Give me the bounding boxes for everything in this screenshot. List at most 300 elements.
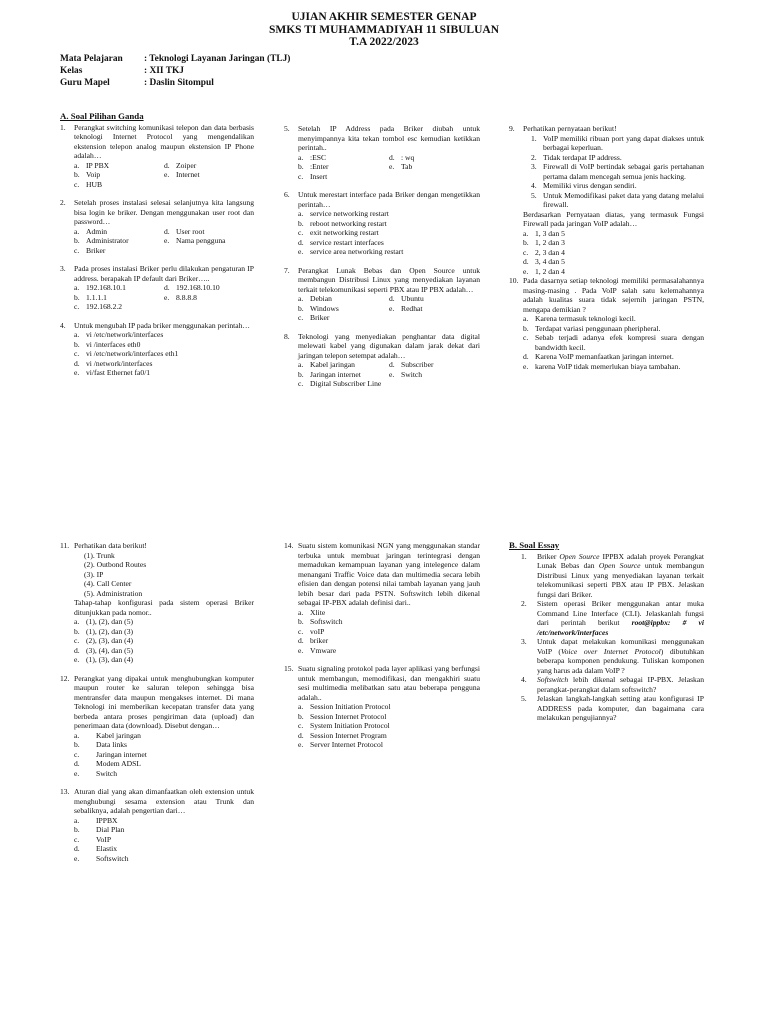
statement-number: 3. bbox=[531, 162, 537, 171]
option-text: Switch bbox=[401, 369, 423, 379]
option-letter: a. bbox=[298, 607, 304, 617]
option-letter: c. bbox=[74, 749, 80, 759]
option-letter: c. bbox=[74, 179, 80, 189]
option-row bbox=[298, 153, 480, 163]
option-text: Softswitch bbox=[96, 853, 129, 863]
answer-option bbox=[298, 209, 480, 219]
answer-option bbox=[298, 721, 480, 731]
option-text: Terdapat variasi penggunaan pheripheral. bbox=[535, 323, 661, 333]
answer-option bbox=[164, 293, 254, 303]
answer-option bbox=[74, 161, 164, 171]
option-letter: c. bbox=[298, 379, 304, 388]
essay-text bbox=[537, 599, 704, 637]
option-text: (2), (3), dan (4) bbox=[86, 636, 134, 645]
option-text: 1, 3 dan 5 bbox=[535, 228, 565, 238]
option-letter: c. bbox=[298, 721, 304, 730]
answer-option bbox=[298, 646, 480, 656]
essay-question bbox=[521, 637, 704, 675]
option-text: Administrator bbox=[86, 236, 129, 245]
essay-text-part: Voice over Internet Protocol bbox=[560, 646, 661, 656]
option-text: Zoiper bbox=[176, 160, 197, 170]
answer-option bbox=[74, 636, 254, 646]
option-row bbox=[298, 172, 480, 182]
header-year: T.A 2022/2023 bbox=[349, 36, 419, 48]
column-1-bottom bbox=[60, 541, 254, 872]
option-text: service restart interfaces bbox=[310, 237, 384, 247]
option-text: 192.168.10.10 bbox=[176, 283, 220, 292]
option-text: 1.1.1.1 bbox=[86, 292, 107, 302]
option-row bbox=[298, 379, 480, 389]
essay-text bbox=[537, 694, 704, 723]
question-text: Pada dasarnya setiap teknologi memiliki permasalahannya masing-masing . Pada VoIP salah satu kelemahannya adalah kualitas suara tidak sejernih jaringan PSTN, mengapa demikian ? bbox=[523, 276, 704, 314]
answer-option bbox=[298, 304, 389, 314]
option-text: vi/fast Ethernet fa0/1 bbox=[86, 368, 151, 377]
option-row bbox=[74, 246, 254, 256]
answer-option bbox=[74, 340, 254, 350]
question-6 bbox=[284, 190, 480, 257]
question-body bbox=[298, 702, 480, 750]
option-letter: e. bbox=[298, 645, 304, 655]
option-letter: e. bbox=[523, 361, 529, 371]
question-text: Perangkat switching komunikasi telepon dan data berbasis teknologi Internet Protocol yang mengendalikan ekstension telepon analog maupun ekstension IP Phone adalah… bbox=[74, 122, 254, 160]
option-letter: b. bbox=[523, 238, 529, 247]
option-letter: a. bbox=[298, 360, 304, 369]
answer-option bbox=[74, 750, 254, 760]
essay-question bbox=[521, 694, 704, 723]
option-letter: b. bbox=[74, 292, 80, 302]
question-9 bbox=[509, 124, 704, 276]
answer-option bbox=[74, 731, 254, 741]
option-text: : wq bbox=[401, 152, 415, 162]
answer-option bbox=[164, 236, 254, 246]
data-item: (5). Administration bbox=[84, 588, 143, 598]
option-row bbox=[74, 283, 254, 293]
essay-text-part: Briker bbox=[537, 551, 560, 561]
question-line bbox=[60, 541, 254, 551]
answer-option bbox=[74, 349, 254, 359]
option-text: Debian bbox=[310, 294, 332, 303]
option-text: 192.168.10.1 bbox=[86, 283, 126, 292]
option-letter: b. bbox=[74, 170, 80, 179]
question-14 bbox=[284, 541, 480, 655]
question-number: 9. bbox=[509, 124, 515, 133]
question-number: 5. bbox=[284, 124, 290, 133]
option-letter: e. bbox=[74, 853, 80, 863]
option-letter: a. bbox=[523, 228, 529, 238]
option-text: vi /etc/network/interfaces eth1 bbox=[86, 349, 179, 358]
option-letter: a. bbox=[298, 209, 304, 218]
option-letter: a. bbox=[298, 294, 304, 303]
essay-text bbox=[537, 637, 704, 675]
option-letter: c. bbox=[298, 313, 304, 322]
answer-option bbox=[298, 162, 389, 172]
question-number: 4. bbox=[60, 320, 66, 330]
question-13 bbox=[60, 787, 254, 863]
option-text: :Enter bbox=[310, 162, 329, 171]
answer-option bbox=[164, 170, 254, 180]
option-text: Redhat bbox=[401, 303, 423, 313]
option-text: exit networking restart bbox=[310, 228, 379, 237]
option-text: (3), (4), dan (5) bbox=[86, 645, 134, 655]
option-letter: b. bbox=[74, 825, 80, 834]
option-letter: b. bbox=[298, 617, 304, 626]
option-text: Session Internet Protocol bbox=[310, 711, 387, 721]
answer-option bbox=[523, 333, 704, 352]
statement-item bbox=[523, 134, 704, 153]
meta-value: : Teknologi Layanan Jaringan (TLJ) bbox=[144, 54, 291, 64]
option-text: Kabel jaringan bbox=[96, 730, 141, 740]
option-text: HUB bbox=[86, 179, 103, 189]
question-number: 12. bbox=[60, 673, 70, 683]
question-text: Teknologi yang menyediakan penghantar data digital melewati kabel yang digunakan dalam jarak dekat dari jaringan telepon setempat adalah… bbox=[298, 331, 480, 360]
option-text: Dial Plan bbox=[96, 825, 125, 834]
answer-option bbox=[298, 172, 480, 182]
option-text: Kabel jaringan bbox=[310, 360, 355, 369]
option-text: Karena termasuk teknologi kecil. bbox=[535, 314, 636, 323]
essay-text-part: ) dibutuhkan beberapa komponen pendukung. Tuliskan komponen yang harus ada dalam VoIP ? bbox=[537, 646, 704, 675]
question-text: Perhatikan pernyataan berikut! bbox=[523, 124, 617, 133]
statement-item bbox=[523, 162, 704, 181]
question-7 bbox=[284, 266, 480, 323]
statement-text: Memiliki virus dengan sendiri. bbox=[543, 181, 637, 190]
option-letter: d. bbox=[164, 160, 170, 170]
option-text: 192.168.2.2 bbox=[86, 302, 123, 311]
option-letter: a. bbox=[74, 815, 80, 825]
question-text: Perangkat Lunak Bebas dan Open Source untuk membangun Distribusi Linux yang menyediakan layanan terkait telekomunikasi seperti PBX atau IP PBX adalah… bbox=[298, 265, 480, 294]
option-letter: e. bbox=[389, 303, 395, 313]
exam-header bbox=[0, 11, 768, 49]
option-text: Admin bbox=[86, 226, 108, 236]
question-text: Perangkat yang dipakai untuk menghubungkan komputer maupun router ke saluran telepon sehingga bisa mentransfer data maupun mengakses internet. Di mana Teknologi ini memberikan kecepatan transfer data yang berbeda antara proses pengiriman data (upload) dan penerimaan data (download). Disebut dengan… bbox=[74, 673, 254, 730]
option-letter: e. bbox=[164, 170, 170, 179]
option-text: Tab bbox=[401, 162, 413, 171]
question-line bbox=[60, 264, 254, 283]
meta-value: : XII TKJ bbox=[144, 66, 184, 76]
option-letter: c. bbox=[74, 302, 80, 311]
header-title: UJIAN AKHIR SEMESTER GENAP bbox=[291, 11, 477, 23]
statement-number: 5. bbox=[531, 190, 537, 200]
option-letter: d. bbox=[74, 358, 80, 368]
answer-option bbox=[74, 816, 254, 826]
option-letter: b. bbox=[298, 162, 304, 171]
question-text: Aturan dial yang akan dimanfaatkan oleh extension untuk menghubungi sesama extension atau Trunk dan sebaliknya, adalah pengertian dari… bbox=[74, 787, 254, 815]
option-text: System Initiation Protocol bbox=[310, 721, 390, 730]
question-body bbox=[74, 283, 254, 312]
option-text: vi /network/interfaces bbox=[86, 358, 153, 368]
data-item: (1). Trunk bbox=[84, 550, 115, 560]
answer-option bbox=[298, 379, 480, 389]
answer-option bbox=[298, 360, 389, 370]
question-text: Tahap-tahap konfigurasi pada sistem operasi Briker ditunjukkan pada nomor.. bbox=[74, 598, 254, 617]
question-text: Suatu signaling protokol pada layer aplikasi yang berfungsi untuk membangun, memodifikasi, dan mengakhiri suatu sesi multimedia melibatkan satu atau beberapa pengguna adalah.. bbox=[298, 664, 480, 702]
question-5 bbox=[284, 124, 480, 181]
data-item: (4). Call Center bbox=[84, 579, 132, 588]
answer-option bbox=[523, 314, 704, 324]
option-text: Server Internet Protocol bbox=[310, 740, 383, 749]
question-number: 15. bbox=[284, 664, 294, 673]
meta-row-teacher bbox=[60, 77, 290, 89]
option-letter: e. bbox=[74, 368, 80, 377]
question-line bbox=[509, 124, 704, 134]
answer-option bbox=[74, 236, 164, 246]
option-letter: e. bbox=[164, 292, 170, 302]
question-1 bbox=[60, 123, 254, 190]
option-row bbox=[74, 236, 254, 246]
answer-option bbox=[74, 655, 254, 665]
question-body bbox=[74, 330, 254, 378]
option-text: Subscriber bbox=[401, 360, 434, 369]
option-letter: e. bbox=[298, 740, 304, 749]
answer-option bbox=[74, 283, 164, 293]
option-text: service area networking restart bbox=[310, 247, 404, 256]
option-letter: c. bbox=[74, 349, 80, 358]
statement-text: Untuk Memodifikasi paket data yang datang melalui firewall. bbox=[543, 190, 704, 209]
option-row bbox=[298, 294, 480, 304]
option-letter: d. bbox=[74, 759, 80, 768]
essay-list bbox=[509, 552, 704, 723]
answer-option bbox=[523, 257, 704, 267]
essay-text-part: Open Source bbox=[559, 551, 600, 561]
question-number: 2. bbox=[60, 198, 66, 207]
answer-option bbox=[389, 294, 480, 304]
answer-option bbox=[74, 330, 254, 340]
answer-option bbox=[523, 238, 704, 248]
answer-option bbox=[74, 617, 254, 627]
column-1-top bbox=[60, 112, 254, 387]
option-letter: a. bbox=[74, 160, 80, 170]
question-number: 6. bbox=[284, 190, 290, 199]
option-letter: b. bbox=[298, 711, 304, 721]
answer-option bbox=[298, 702, 480, 712]
option-letter: b. bbox=[74, 740, 80, 749]
option-text: VoIP bbox=[96, 834, 112, 844]
option-text: Session Initiation Protocol bbox=[310, 702, 391, 711]
essay-text-part: Softswitch bbox=[537, 675, 569, 684]
question-line bbox=[60, 787, 254, 816]
answer-option bbox=[74, 293, 164, 303]
option-letter: e. bbox=[389, 369, 395, 379]
option-letter: a. bbox=[74, 617, 80, 626]
option-text: Windows bbox=[310, 303, 339, 313]
essay-number: 1. bbox=[521, 551, 527, 561]
statement-number: 1. bbox=[531, 133, 537, 143]
section-a-title: A. Soal Pilihan Ganda bbox=[60, 111, 144, 121]
option-letter: d. bbox=[389, 294, 395, 303]
answer-option bbox=[389, 304, 480, 314]
option-letter: c. bbox=[74, 834, 80, 844]
option-text: User root bbox=[176, 226, 205, 236]
answer-option bbox=[298, 153, 389, 163]
option-letter: d. bbox=[298, 237, 304, 247]
answer-option bbox=[74, 227, 164, 237]
statement-number: 2. bbox=[531, 152, 537, 162]
question-text: Perhatikan data berikut! bbox=[74, 541, 147, 550]
question-body bbox=[298, 153, 480, 182]
meta-value: : Daslin Sitompul bbox=[144, 78, 214, 88]
essay-question bbox=[521, 599, 704, 637]
answer-option bbox=[164, 227, 254, 237]
statement-text: VoIP memiliki ribuan port yang dapat diakses untuk berbagai keperluan. bbox=[543, 133, 704, 152]
option-letter: b. bbox=[74, 626, 80, 636]
question-8 bbox=[284, 332, 480, 389]
column-3-top bbox=[509, 124, 704, 380]
option-letter: d. bbox=[74, 645, 80, 655]
option-letter: e. bbox=[74, 768, 80, 778]
question-15 bbox=[284, 664, 480, 750]
question-number: 10. bbox=[509, 276, 519, 285]
exam-meta bbox=[60, 53, 290, 89]
option-text: Internet bbox=[176, 170, 200, 179]
option-text: Data links bbox=[96, 740, 128, 749]
essay-text-part: Open Source bbox=[598, 561, 641, 570]
option-text: Voip bbox=[86, 170, 101, 179]
question-line bbox=[60, 198, 254, 227]
option-letter: d. bbox=[523, 352, 529, 361]
question-text: Setelah proses instalasi selesai selanjutnya kita langsung bisa login ke briker. Dengan menggunakan user root dan password… bbox=[74, 198, 254, 226]
option-text: karena VoIP tidak memerlukan biaya tambahan. bbox=[535, 361, 681, 371]
statement-item bbox=[523, 181, 704, 191]
option-text: (1), (3), dan (4) bbox=[86, 655, 134, 664]
option-letter: e. bbox=[523, 266, 529, 276]
section-b-title: B. Soal Essay bbox=[509, 540, 560, 550]
option-text: vi /interfaces eth0 bbox=[86, 339, 141, 349]
option-letter: c. bbox=[74, 636, 80, 645]
essay-text-part: Jelaskan langkah-langkah setting atau konfigurasi IP ADDRESS pada komputer, dan bagaimana cara melakukan pengujiannya? bbox=[537, 694, 704, 722]
option-text: Nama pengguna bbox=[176, 236, 226, 245]
question-body bbox=[74, 816, 254, 864]
answer-option bbox=[298, 636, 480, 646]
option-text: (1), (2), dan (3) bbox=[86, 626, 134, 636]
option-letter: d. bbox=[389, 360, 395, 369]
option-text: Elastix bbox=[96, 844, 118, 853]
essay-section bbox=[509, 541, 704, 723]
option-text: 3, 4 dan 5 bbox=[535, 257, 565, 266]
option-letter: c. bbox=[523, 247, 529, 257]
option-letter: b. bbox=[298, 369, 304, 379]
meta-row-subject bbox=[60, 53, 290, 65]
question-4 bbox=[60, 321, 254, 378]
option-letter: a. bbox=[74, 330, 80, 339]
answer-option bbox=[298, 712, 480, 722]
option-letter: a. bbox=[298, 702, 304, 711]
option-text: 1, 2 dan 3 bbox=[535, 238, 565, 247]
question-body bbox=[298, 209, 480, 257]
option-text: Briker bbox=[86, 245, 106, 255]
option-letter: b. bbox=[74, 339, 80, 349]
essay-text-part: untuk membangun Distribusi Linux yang menyediakan layanan terkait telekomunikasi seperti PBX atau IP PBX. Jelaskan fungsi dari Briker. bbox=[537, 561, 704, 599]
question-10 bbox=[509, 276, 704, 371]
option-letter: d. bbox=[298, 636, 304, 645]
option-row bbox=[298, 313, 480, 323]
option-text: Xlite bbox=[310, 607, 326, 617]
question-text: Setelah IP Address pada Briker diubah untuk menyimpannya kita tekan tombol esc kemudian ketikkan perintah.. bbox=[298, 124, 480, 152]
answer-option bbox=[164, 161, 254, 171]
question-line bbox=[284, 664, 480, 702]
option-text: IP PBX bbox=[86, 160, 110, 170]
option-letter: a. bbox=[523, 314, 529, 323]
answer-option bbox=[74, 740, 254, 750]
essay-text-part: Untuk dapat melakukan komunikasi menggunakan VoIP ( bbox=[537, 637, 704, 656]
question-text: Pada proses instalasi Briker perlu dilakukan pengaturan IP address. berapakah IP default dari Briker….. bbox=[74, 264, 254, 283]
question-line bbox=[284, 541, 480, 608]
option-letter: a. bbox=[74, 730, 80, 740]
essay-question bbox=[521, 552, 704, 600]
answer-option bbox=[298, 608, 480, 618]
option-text: Session Internet Program bbox=[310, 730, 387, 740]
option-letter: a. bbox=[74, 283, 80, 292]
option-letter: c. bbox=[523, 333, 529, 342]
question-body bbox=[298, 294, 480, 323]
answer-option bbox=[74, 854, 254, 864]
answer-option bbox=[298, 247, 480, 257]
question-line bbox=[284, 124, 480, 153]
question-line bbox=[60, 123, 254, 161]
option-text: IPPBX bbox=[96, 815, 118, 825]
data-item: (2). Outbond Routes bbox=[84, 560, 147, 569]
question-body bbox=[74, 227, 254, 256]
question-body bbox=[298, 360, 480, 389]
question-number: 13. bbox=[60, 787, 70, 796]
option-letter: c. bbox=[298, 171, 304, 181]
answer-option bbox=[523, 324, 704, 334]
question-number: 3. bbox=[60, 264, 66, 273]
answer-option bbox=[523, 352, 704, 362]
answer-option bbox=[523, 267, 704, 277]
question-number: 7. bbox=[284, 265, 290, 275]
statement-text: Tidak terdapat IP address. bbox=[543, 152, 622, 162]
option-text: Briker bbox=[310, 313, 330, 322]
option-text: Jaringan internet bbox=[96, 749, 147, 759]
question-line bbox=[284, 266, 480, 295]
column-2-bottom bbox=[284, 541, 480, 759]
option-row bbox=[74, 180, 254, 190]
answer-option bbox=[389, 360, 480, 370]
option-letter: b. bbox=[298, 218, 304, 228]
essay-number: 2. bbox=[521, 599, 527, 608]
header-school: SMKS TI MUHAMMADIYAH 11 SIBULUAN bbox=[268, 23, 500, 36]
answer-option bbox=[389, 153, 480, 163]
option-letter: c. bbox=[298, 228, 304, 237]
answer-option bbox=[298, 617, 480, 627]
answer-option bbox=[298, 740, 480, 750]
answer-option bbox=[298, 370, 389, 380]
question-2 bbox=[60, 198, 254, 255]
option-text: Modem ADSL bbox=[96, 759, 141, 768]
answer-option bbox=[523, 362, 704, 372]
answer-option bbox=[389, 370, 480, 380]
option-letter: d. bbox=[164, 283, 170, 292]
answer-option bbox=[74, 844, 254, 854]
option-letter: d. bbox=[298, 730, 304, 740]
answer-option bbox=[74, 646, 254, 656]
question-line bbox=[60, 321, 254, 331]
option-row bbox=[74, 227, 254, 237]
option-text: Karena VoIP memanfaatkan jaringan internet. bbox=[535, 352, 674, 361]
option-row bbox=[298, 304, 480, 314]
answer-option bbox=[298, 238, 480, 248]
option-row bbox=[298, 360, 480, 370]
essay-text bbox=[537, 675, 704, 694]
question-12 bbox=[60, 674, 254, 779]
answer-option bbox=[74, 759, 254, 769]
option-row bbox=[74, 161, 254, 171]
option-text: vi /etc/network/interfaces bbox=[86, 330, 164, 339]
option-text: service networking restart bbox=[310, 209, 389, 218]
option-row bbox=[298, 162, 480, 172]
option-letter: e. bbox=[389, 162, 395, 171]
option-letter: d. bbox=[389, 152, 395, 162]
answer-option bbox=[298, 219, 480, 229]
